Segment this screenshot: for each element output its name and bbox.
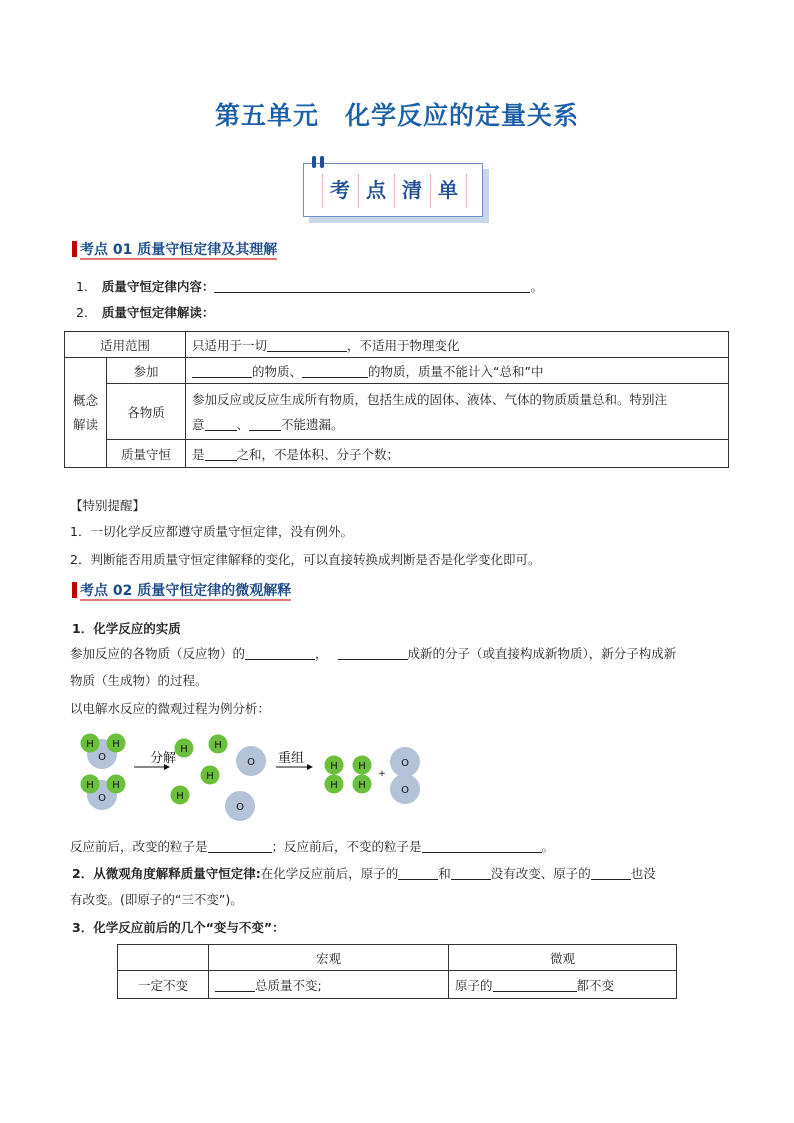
text: 只适用于一切: [192, 337, 268, 353]
law-interpretation-table: [64, 331, 729, 468]
atom-label: O: [98, 752, 106, 763]
atom-label: H: [330, 761, 338, 772]
item-number: 1.: [76, 279, 88, 294]
fill-blank[interactable]: [422, 839, 542, 853]
title-unit: 第五单元: [214, 101, 319, 130]
pin-icon: [312, 156, 316, 168]
page-title: [0, 96, 794, 132]
water-electrolysis-diagram: [70, 724, 430, 824]
water-molecule: [81, 775, 126, 811]
banner-grid-line: [358, 174, 359, 208]
item-number: 2.: [76, 305, 88, 320]
atom-label: H: [112, 739, 120, 750]
text: 参加反应或反应生成所有物质，包括生成的固体、液体、气体的物质质量总和。特别注: [192, 391, 668, 407]
cell-participate-content: [186, 358, 729, 384]
fill-blank[interactable]: [214, 279, 530, 293]
atom-label: O: [401, 785, 409, 796]
text: 原子的: [455, 977, 493, 993]
section1-item1: [76, 278, 543, 296]
section1-item2: [76, 304, 214, 322]
atom-label: O: [98, 793, 106, 804]
banner-char: 单: [438, 178, 458, 202]
text: 和: [438, 866, 451, 881]
fill-blank[interactable]: [302, 364, 368, 378]
section-marker: [72, 241, 77, 257]
item1-end: 。: [530, 279, 543, 294]
text: ，: [315, 646, 328, 661]
section2-header: [72, 581, 291, 601]
s2-paragraph-4: [72, 865, 656, 883]
section2-header-text: 考点 02 质量守恒定律的微观解释: [80, 583, 292, 599]
s2-heading-3: 3．化学反应前后的几个“变与不变”：: [72, 920, 285, 935]
atom-label: H: [358, 780, 366, 791]
banner-char: 清: [402, 178, 422, 202]
section1-header: [72, 240, 277, 260]
text: 总质量不变;: [255, 977, 322, 993]
banner-grid-line: [394, 174, 395, 208]
cell-participate-label: 参加: [107, 358, 186, 384]
fill-blank[interactable]: [192, 364, 252, 378]
banner-grid-line: [430, 174, 431, 208]
text: 没有改变、原子的: [490, 866, 591, 881]
text: ；反应前后，不变的粒子是: [271, 839, 422, 854]
atom-label: H: [330, 780, 338, 791]
text: 意: [192, 416, 205, 432]
banner-char: 考: [330, 178, 350, 202]
s2-heading-2: 2．从微观角度解释质量守恒定律:: [72, 866, 261, 881]
banner-char: 点: [366, 178, 386, 202]
fill-blank[interactable]: [208, 839, 272, 853]
s2-paragraph-4b: 有改变。(即原子的“三不变”)。: [70, 892, 243, 907]
atom-label: H: [112, 780, 120, 791]
atom-label: H: [214, 740, 222, 751]
section-banner: [303, 163, 489, 223]
hydrogen-molecule: [353, 756, 372, 794]
fill-blank[interactable]: [493, 978, 577, 992]
water-molecule: [81, 734, 126, 770]
s2-paragraph-1b: 物质（生成物）的过程。: [70, 673, 208, 688]
atom-label: O: [401, 758, 409, 769]
title-topic: 化学反应的定量关系: [345, 101, 580, 130]
text: ，不适用于物理变化: [347, 337, 460, 353]
atom-label: H: [86, 739, 94, 750]
pin-icon: [320, 156, 324, 168]
fill-blank[interactable]: [215, 978, 255, 992]
s2-paragraph-3: [70, 838, 554, 856]
step-recombine-label: 重组: [278, 751, 305, 766]
text: 不能遗漏。: [281, 416, 344, 432]
fill-blank[interactable]: [245, 646, 315, 660]
cell-macro-content: [209, 971, 449, 999]
fill-blank[interactable]: [205, 417, 237, 431]
cell-substances-content: [186, 384, 729, 440]
cell-empty: [118, 945, 209, 971]
item1-label: 质量守恒定律内容：: [101, 279, 215, 294]
atom-label: H: [358, 761, 366, 772]
text: 反应前后，改变的粒子是: [70, 839, 208, 854]
s2-paragraph-1: [70, 645, 676, 663]
fill-blank[interactable]: [249, 417, 281, 431]
change-table: [117, 944, 677, 999]
fill-blank[interactable]: [451, 866, 491, 880]
banner-box: [303, 163, 483, 217]
text: 之和，不是体积、分子个数；: [236, 446, 400, 462]
fill-blank[interactable]: [591, 866, 631, 880]
cell-scope-content: [186, 332, 729, 358]
fill-blank[interactable]: [205, 447, 237, 461]
atom-label: H: [180, 744, 188, 755]
text: 都不变: [576, 977, 615, 993]
banner-grid-line: [466, 174, 467, 208]
text: 。: [541, 839, 555, 854]
cell-conservation-label: 质量守恒: [107, 440, 186, 468]
oxygen-molecule: [390, 747, 420, 804]
text: 成新的分子（或直接构成新物质），新分子构成新: [407, 646, 677, 661]
atom-label: H: [206, 771, 214, 782]
text: 、: [236, 416, 250, 432]
s2-heading-1: 1．化学反应的实质: [72, 621, 181, 636]
atom-label: H: [86, 780, 94, 791]
cell-scope-label: 适用范围: [65, 332, 186, 358]
atom-label: H: [176, 791, 184, 802]
plus-sign: +: [378, 769, 386, 779]
atom-label: O: [247, 757, 255, 768]
cell-conservation-content: [186, 440, 729, 468]
step-decompose-label: 分解: [150, 751, 177, 766]
text: 在化学反应前后，原子的: [260, 866, 399, 881]
cell-micro-content: [449, 971, 677, 999]
cell-substances-label: 各物质: [107, 384, 186, 440]
tip-1: 1．一切化学反应都遵守质量守恒定律，没有例外。: [70, 524, 353, 539]
fill-blank[interactable]: [398, 866, 438, 880]
free-atoms: [171, 735, 267, 822]
text: 也没: [630, 866, 656, 881]
tip-2: 2．判断能否用质量守恒定律解释的变化，可以直接转换成判断是否是化学变化即可。: [70, 552, 541, 567]
text: 的物质、: [252, 363, 303, 379]
text: 是: [192, 446, 205, 462]
text: 参加反应的各物质（反应物）的: [70, 646, 246, 661]
col-micro: 微观: [449, 945, 677, 971]
fill-blank[interactable]: [338, 646, 408, 660]
s2-paragraph-2: 以电解水反应的微观过程为例分析：: [70, 701, 271, 716]
section-marker: [72, 582, 77, 598]
tips-heading: 【特别提醒】: [70, 498, 146, 513]
item2-label: 质量守恒定律解读：: [101, 305, 215, 320]
section1-header-text: 考点 01 质量守恒定律及其理解: [80, 242, 278, 258]
banner-grid-line: [322, 174, 323, 208]
row-label-unchanged: 一定不变: [118, 971, 209, 999]
hydrogen-molecule: [325, 756, 344, 794]
arrow-head-icon: [307, 764, 313, 770]
atom-label: O: [236, 802, 244, 813]
fill-blank[interactable]: [267, 338, 347, 352]
concept-label-text: 概念解读: [73, 392, 99, 432]
cell-concept-label: [65, 358, 107, 468]
text-line: [192, 412, 722, 437]
text: 的物质，质量不能计入“总和”中: [368, 363, 544, 379]
col-macro: 宏观: [209, 945, 449, 971]
